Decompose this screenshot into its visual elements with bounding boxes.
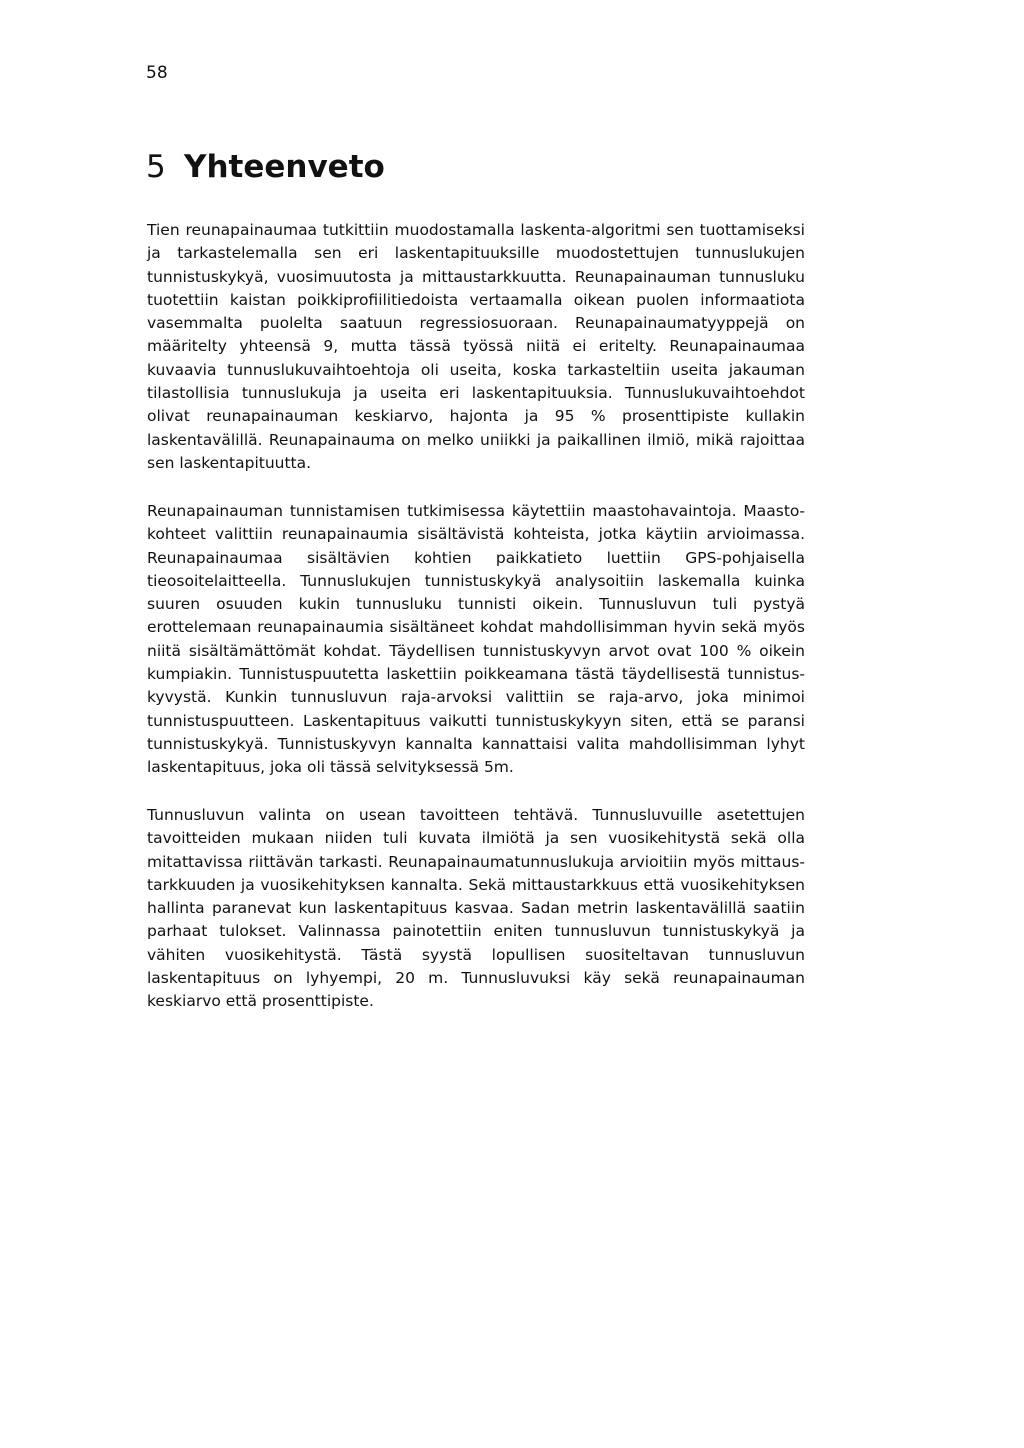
chapter-title: Yhteenveto [184,149,385,185]
page-number: 58 [146,63,168,83]
paragraph-1: Tien reunapainaumaa tutkittiin muodostamalla laskenta-algoritmi sen tuottamiseksi ja tarkastelemalla sen eri laskentapituuksille muodostettujen tunnuslukujen tunnistuskykyä, vuosimuutosta ja mittaustarkkuutta. Reunapainauman tunnusluku tuotettiin kaistan poikkiprofiilitiedoista vertaamalla oikean puolen informaatiota vasemmalta puolelta saatuun regressiosuoraan. Reunapainaumatyyppejä on määritelty yhteensä 9, mutta tässä työssä niitä ei eritelty. Reunapainaumaa kuvaavia tunnuslukuvaihtoehtoja oli useita, koska tarkasteltiin useita jakauman tilastollisia tunnuslukuja ja useita eri laskentapituuksia. Tunnuslukuvaihtoehdot olivat reunapainauman keskiarvo, hajonta ja 95 % prosenttipiste kullakin laskentavälillä. Reunapainauma on melko uniikki ja paikallinen ilmiö, mikä rajoittaa sen laskentapituutta. [147,221,805,472]
paragraph-2: Reunapainauman tunnistamisen tutkimisessa käytettiin maastohavaintoja. Maastokohteet valittiin reunapainaumia sisältävistä kohteista, jotka käytiin arvioimassa. Reunapainaumaa sisältävien kohtien paikkatieto luettiin GPS-pohjaisella tieosoitelaitteella. Tunnuslukujen tunnistuskykyä analysoitiin laskemalla kuinka suuren osuuden kukin tunnusluku tunnisti oikein. Tunnusluvun tuli pystyä erottelemaan reunapainaumia sisältäneet kohdat mahdollisimman hyvin sekä myös niitä sisältämättömät kohdat. Täydellisen tunnistuskyvyn arvot ovat 100 % oikein kumpiakin. Tunnistuspuutetta laskettiin poikkeamana tästä täydellisestä tunnistuskyvystä. Kunkin tunnusluvun raja-arvoksi valittiin se raja-arvo, joka minimoi tunnistuspuutteen. Laskentapituus vaikutti tunnistuskykyyn siten, että se paransi tunnistuskykyä. Tunnistuskyvyn kannalta kannattaisi valita mahdollisimman lyhyt laskentapituus, joka oli tässä selvityksessä 5m. [147,502,805,777]
chapter-heading [146,146,385,188]
chapter-number: 5 [146,149,166,185]
paragraph-3: Tunnusluvun valinta on usean tavoitteen tehtävä. Tunnusluvuille asetettujen tavoitteiden mukaan niiden tuli kuvata ilmiötä ja sen vuosikehitystä sekä olla mitattavissa riittävän tarkasti. Reunapainaumatunnuslukuja arvioitiin myös mittaustarkkuuden ja vuosikehityksen kannalta. Sekä mittaustarkkuus että vuosikehityksen hallinta paranevat kun laskentapituus kasvaa. Sadan metrin laskentavälillä saatiin parhaat tulokset. Valinnassa painotettiin eniten tunnusluvun tunnistuskykyä ja vähiten vuosikehitystä. Tästä syystä lopullisen suositeltavan tunnusluvun laskentapituus on lyhyempi, 20 m. Tunnusluvuksi käy sekä reunapainauman keskiarvo että prosenttipiste. [147,806,805,1011]
